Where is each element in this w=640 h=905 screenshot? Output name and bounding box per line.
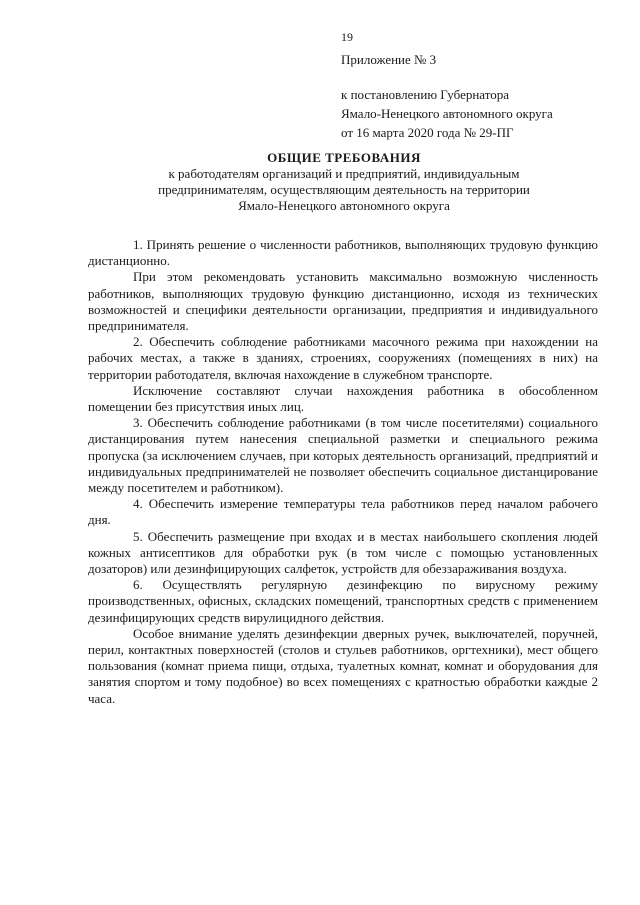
appendix-line-2: Ямало-Ненецкого автономного округа [341,106,553,121]
appendix-block [341,50,553,142]
paragraph-item-1: 1. Принять решение о численности работников, выполняющих трудовую функцию дистанционно. [88,237,598,269]
paragraph-item-3: 3. Обеспечить соблюдение работниками (в том числе посетителями) социального дистанцирования путем нанесения специальной разметки и специального режима пропуска (за исключением случаев, при которых деятельность организаций, предприятий и индивидуальных предпринимателей не позволяет обеспечить социальное дистанцирование между посетителем и работником). [88,415,598,496]
paragraph-item-6: 6. Осуществлять регулярную дезинфекцию по вирусному режиму производственных, офисных, складских помещений, транспортных средств с применением дезинфицирующих средств вирулицидного действия. [88,577,598,625]
paragraph-item-1-note: При этом рекомендовать установить максимально возможную численность работников, выполняющих трудовую функцию дистанционно, исходя из технических возможностей и специфики деятельности организации, предприятия и индивидуального предпринимателя. [88,269,598,334]
appendix-line-1: к постановлению Губернатора [341,87,510,102]
paragraph-item-2-note: Исключение составляют случаи нахождения работника в обособленном помещении без присутствия иных лиц. [88,382,598,415]
appendix-gap [341,69,553,85]
document-heading [88,150,600,214]
paragraph-item-6-note: Особое внимание уделять дезинфекции дверных ручек, выключателей, поручней, перил, контактных поверхностей (столов и стульев работников, оргтехники), мест общего пользования (комнат приема пищи, отдыха, туалетных комнат, комнат и оборудования для занятия спортом и тому подобное) во всех помещениях с кратностью обработки каждые 2 часа. [88,625,598,706]
document-subtitle-line-2: предпринимателям, осуществляющим деятельность на территории [158,182,530,197]
page-number: 19 [341,30,353,44]
document-subtitle-line-3: Ямало-Ненецкого автономного округа [238,198,450,213]
appendix-line-3: от 16 марта 2020 года № 29-ПГ [341,125,514,140]
document-body [88,237,598,707]
document-title: ОБЩИЕ ТРЕБОВАНИЯ [267,150,421,165]
paragraph-item-5: 5. Обеспечить размещение при входах и в местах наибольшего скопления людей кожных антисептиков для обработки рук (в том числе с помощью установленных дозаторов) или дезинфицирующих салфеток, устройств для обеззараживания воздуха. [88,528,598,577]
paragraph-item-2: 2. Обеспечить соблюдение работниками масочного режима при нахождении на рабочих местах, а также в зданиях, строениях, сооружениях (помещениях в них) на территории работодателя, включая нахождение в служебном транспорте. [88,334,598,382]
appendix-label: Приложение № 3 [341,52,437,67]
paragraph-item-4: 4. Обеспечить измерение температуры тела работников перед началом рабочего дня. [88,496,598,528]
document-subtitle-line-1: к работодателям организаций и предприятий, индивидуальным [168,166,520,181]
